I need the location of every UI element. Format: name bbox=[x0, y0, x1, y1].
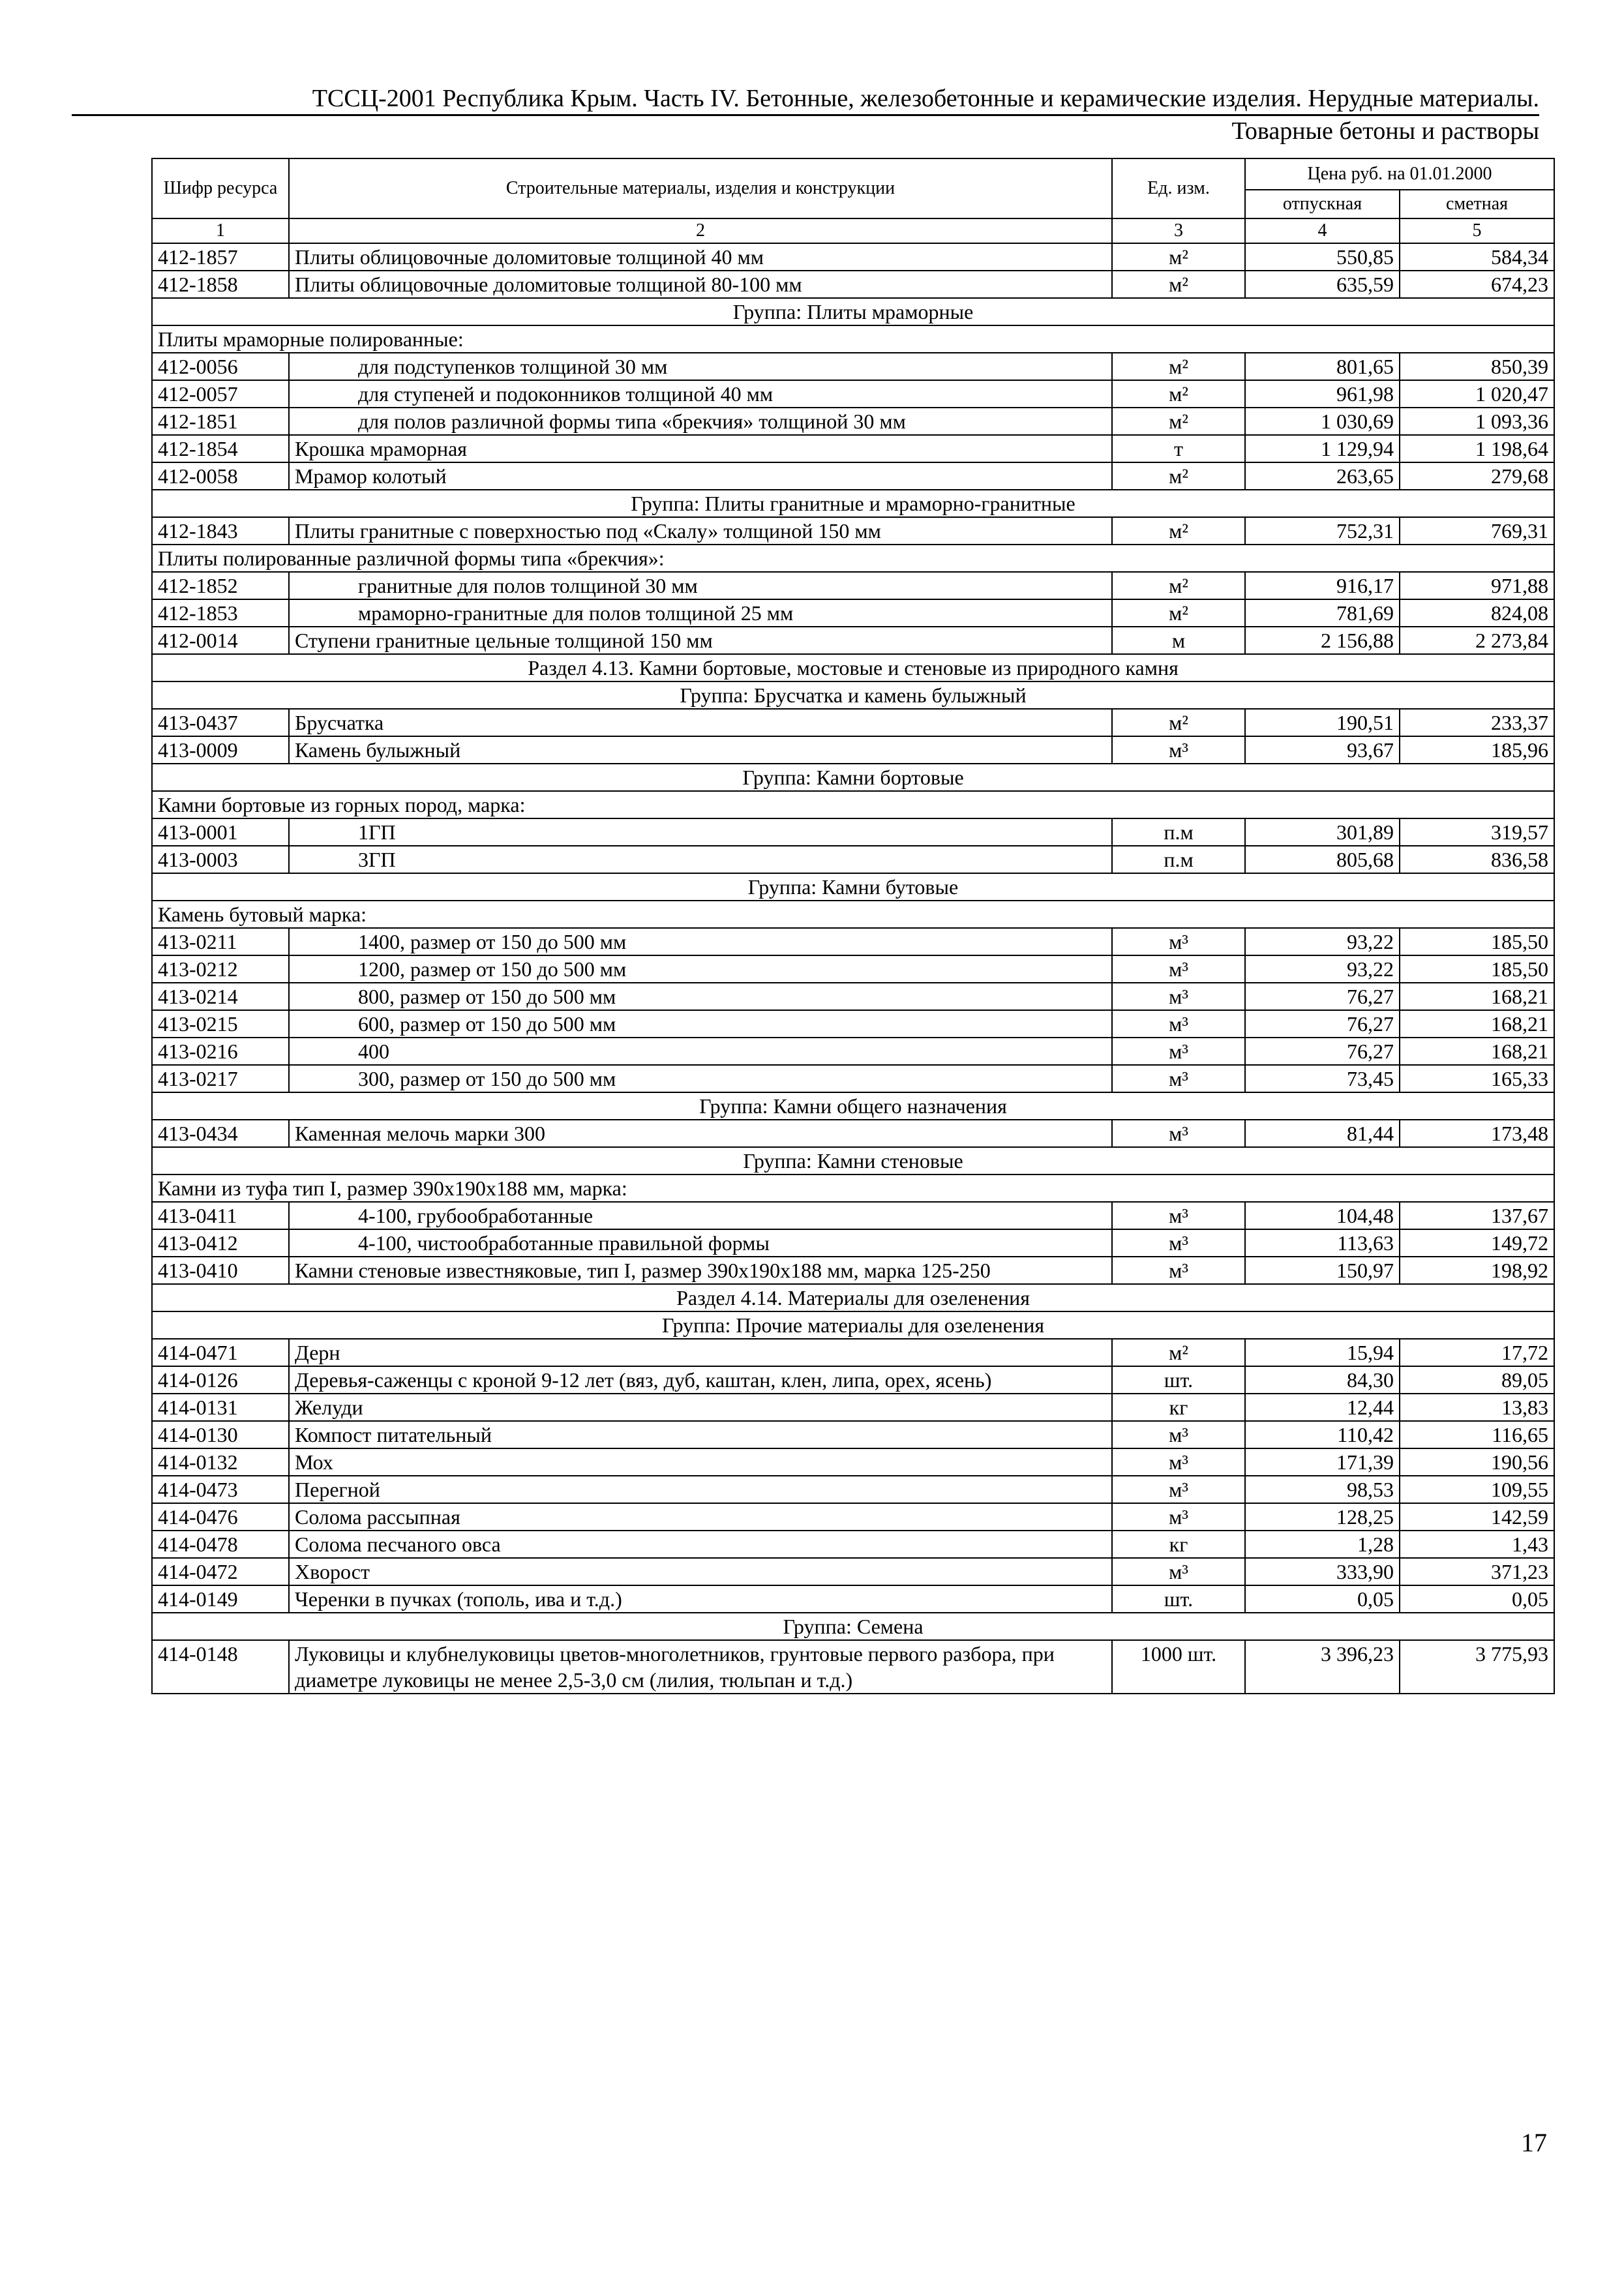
resource-code: 412-1858 bbox=[152, 271, 289, 298]
group-row bbox=[152, 764, 1554, 791]
resource-code: 413-0212 bbox=[152, 955, 289, 983]
header-title: ТССЦ-2001 Республика Крым. Часть IV. Бетонные, железобетонные и керамические изделия. Нерудные материалы. bbox=[312, 85, 1539, 112]
group-row bbox=[152, 490, 1554, 517]
material-name: 1400, размер от 150 до 500 мм bbox=[289, 928, 1112, 955]
unit-cell: м³ bbox=[1112, 928, 1245, 955]
header-subtitle: Товарные бетоны и растворы bbox=[1231, 117, 1539, 145]
resource-code: 414-0149 bbox=[152, 1585, 289, 1613]
release-price: 93,22 bbox=[1245, 928, 1400, 955]
material-name: Желуди bbox=[289, 1394, 1112, 1421]
unit-cell: м² bbox=[1112, 572, 1245, 599]
estimate-price: 173,48 bbox=[1400, 1120, 1554, 1147]
estimate-price: 3 775,93 bbox=[1400, 1640, 1554, 1694]
subheading-text: Камень бутовый марка: bbox=[152, 901, 1554, 928]
release-price: 1 129,94 bbox=[1245, 435, 1400, 462]
unit-cell: кг bbox=[1112, 1394, 1245, 1421]
table-header-row bbox=[152, 158, 1554, 190]
section-row bbox=[152, 1284, 1554, 1311]
release-price: 1 030,69 bbox=[1245, 408, 1400, 435]
estimate-price: 1 020,47 bbox=[1400, 380, 1554, 408]
release-price: 3 396,23 bbox=[1245, 1640, 1400, 1694]
unit-cell: м³ bbox=[1112, 1229, 1245, 1257]
release-price: 171,39 bbox=[1245, 1448, 1400, 1476]
estimate-price: 109,55 bbox=[1400, 1476, 1554, 1503]
estimate-price: 89,05 bbox=[1400, 1366, 1554, 1394]
estimate-price: 584,34 bbox=[1400, 243, 1554, 271]
estimate-price: 149,72 bbox=[1400, 1229, 1554, 1257]
subheading-row bbox=[152, 545, 1554, 572]
release-price: 961,98 bbox=[1245, 380, 1400, 408]
table-row bbox=[152, 1120, 1554, 1147]
estimate-price: 13,83 bbox=[1400, 1394, 1554, 1421]
resource-code: 412-1851 bbox=[152, 408, 289, 435]
unit-cell: м² bbox=[1112, 709, 1245, 736]
subheading-text: Камни бортовые из горных пород, марка: bbox=[152, 791, 1554, 818]
estimate-price: 836,58 bbox=[1400, 846, 1554, 873]
material-name: Черенки в пучках (тополь, ива и т.д.) bbox=[289, 1585, 1112, 1613]
table-row bbox=[152, 380, 1554, 408]
estimate-price: 168,21 bbox=[1400, 1010, 1554, 1038]
unit-cell: м² bbox=[1112, 462, 1245, 490]
resource-code: 414-0132 bbox=[152, 1448, 289, 1476]
release-price: 301,89 bbox=[1245, 818, 1400, 846]
table-row bbox=[152, 435, 1554, 462]
group-title: Группа: Брусчатка и камень булыжный bbox=[152, 681, 1554, 709]
estimate-price: 165,33 bbox=[1400, 1065, 1554, 1092]
estimate-price: 971,88 bbox=[1400, 572, 1554, 599]
unit-cell: м³ bbox=[1112, 1503, 1245, 1531]
material-name: 1ГП bbox=[289, 818, 1112, 846]
subheading-row bbox=[152, 791, 1554, 818]
unit-cell: кг bbox=[1112, 1531, 1245, 1558]
col-name-header: Строительные материалы, изделия и конструкции bbox=[289, 158, 1112, 218]
resource-code: 412-1857 bbox=[152, 243, 289, 271]
subheading-row bbox=[152, 325, 1554, 353]
release-price: 635,59 bbox=[1245, 271, 1400, 298]
resource-code: 412-1852 bbox=[152, 572, 289, 599]
page-header bbox=[312, 83, 1539, 147]
colnum-4: 4 bbox=[1245, 218, 1400, 243]
release-price: 110,42 bbox=[1245, 1421, 1400, 1448]
group-title: Группа: Плиты гранитные и мраморно-гранитные bbox=[152, 490, 1554, 517]
col-unit-header: Ед. изм. bbox=[1112, 158, 1245, 218]
table-row bbox=[152, 1394, 1554, 1421]
resource-code: 414-0148 bbox=[152, 1640, 289, 1694]
table-row bbox=[152, 599, 1554, 627]
material-name: Плиты гранитные с поверхностью под «Скалу» толщиной 150 мм bbox=[289, 517, 1112, 545]
unit-cell: м³ bbox=[1112, 1476, 1245, 1503]
release-price: 150,97 bbox=[1245, 1257, 1400, 1284]
table-row bbox=[152, 1421, 1554, 1448]
colnum-3: 3 bbox=[1112, 218, 1245, 243]
material-name: Брусчатка bbox=[289, 709, 1112, 736]
resource-code: 412-0014 bbox=[152, 627, 289, 654]
unit-cell: м² bbox=[1112, 1339, 1245, 1366]
estimate-price: 371,23 bbox=[1400, 1558, 1554, 1585]
column-numbers-row bbox=[152, 218, 1554, 243]
material-name: Компост питательный bbox=[289, 1421, 1112, 1448]
release-price: 76,27 bbox=[1245, 983, 1400, 1010]
estimate-price: 198,92 bbox=[1400, 1257, 1554, 1284]
group-row bbox=[152, 1147, 1554, 1174]
subheading-row bbox=[152, 1174, 1554, 1202]
release-price: 781,69 bbox=[1245, 599, 1400, 627]
resource-code: 414-0478 bbox=[152, 1531, 289, 1558]
col-estimate-header: сметная bbox=[1400, 190, 1554, 218]
table-row bbox=[152, 818, 1554, 846]
table-row bbox=[152, 1503, 1554, 1531]
unit-cell: м² bbox=[1112, 599, 1245, 627]
table-row bbox=[152, 1038, 1554, 1065]
group-row bbox=[152, 873, 1554, 901]
table-row bbox=[152, 1640, 1554, 1694]
colnum-2: 2 bbox=[289, 218, 1112, 243]
resource-code: 413-0214 bbox=[152, 983, 289, 1010]
table-row bbox=[152, 709, 1554, 736]
release-price: 2 156,88 bbox=[1245, 627, 1400, 654]
unit-cell: м³ bbox=[1112, 1558, 1245, 1585]
estimate-price: 185,96 bbox=[1400, 736, 1554, 764]
col-price-header: Цена руб. на 01.01.2000 bbox=[1245, 158, 1554, 190]
group-row bbox=[152, 1613, 1554, 1640]
estimate-price: 233,37 bbox=[1400, 709, 1554, 736]
material-name: для полов различной формы типа «брекчия» толщиной 30 мм bbox=[289, 408, 1112, 435]
table-row bbox=[152, 572, 1554, 599]
resource-code: 413-0001 bbox=[152, 818, 289, 846]
estimate-price: 142,59 bbox=[1400, 1503, 1554, 1531]
resource-code: 413-0003 bbox=[152, 846, 289, 873]
release-price: 0,05 bbox=[1245, 1585, 1400, 1613]
resource-code: 413-0412 bbox=[152, 1229, 289, 1257]
release-price: 263,65 bbox=[1245, 462, 1400, 490]
unit-cell: м bbox=[1112, 627, 1245, 654]
material-name: Крошка мраморная bbox=[289, 435, 1112, 462]
table-row bbox=[152, 1065, 1554, 1092]
estimate-price: 137,67 bbox=[1400, 1202, 1554, 1229]
table-row bbox=[152, 1476, 1554, 1503]
group-title: Группа: Плиты мраморные bbox=[152, 298, 1554, 325]
section-row bbox=[152, 654, 1554, 681]
release-price: 98,53 bbox=[1245, 1476, 1400, 1503]
group-title: Группа: Камни стеновые bbox=[152, 1147, 1554, 1174]
unit-cell: п.м bbox=[1112, 846, 1245, 873]
resource-code: 414-0476 bbox=[152, 1503, 289, 1531]
estimate-price: 17,72 bbox=[1400, 1339, 1554, 1366]
material-name: Перегной bbox=[289, 1476, 1112, 1503]
unit-cell: м³ bbox=[1112, 1202, 1245, 1229]
estimate-price: 190,56 bbox=[1400, 1448, 1554, 1476]
table-row bbox=[152, 408, 1554, 435]
section-title: Раздел 4.14. Материалы для озеленения bbox=[152, 1284, 1554, 1311]
material-name: 800, размер от 150 до 500 мм bbox=[289, 983, 1112, 1010]
release-price: 550,85 bbox=[1245, 243, 1400, 271]
group-row bbox=[152, 1311, 1554, 1339]
estimate-price: 185,50 bbox=[1400, 955, 1554, 983]
release-price: 12,44 bbox=[1245, 1394, 1400, 1421]
unit-cell: м³ bbox=[1112, 736, 1245, 764]
release-price: 113,63 bbox=[1245, 1229, 1400, 1257]
unit-cell: м³ bbox=[1112, 1065, 1245, 1092]
resource-code: 414-0472 bbox=[152, 1558, 289, 1585]
release-price: 333,90 bbox=[1245, 1558, 1400, 1585]
subheading-text: Плиты полированные различной формы типа «брекчия»: bbox=[152, 545, 1554, 572]
resource-code: 412-1853 bbox=[152, 599, 289, 627]
table-row bbox=[152, 1585, 1554, 1613]
material-name: Плиты облицовочные доломитовые толщиной 40 мм bbox=[289, 243, 1112, 271]
col-code-header: Шифр ресурса bbox=[152, 158, 289, 218]
resource-code: 412-0057 bbox=[152, 380, 289, 408]
material-name: Каменная мелочь марки 300 bbox=[289, 1120, 1112, 1147]
release-price: 81,44 bbox=[1245, 1120, 1400, 1147]
table-row bbox=[152, 1010, 1554, 1038]
section-title: Раздел 4.13. Камни бортовые, мостовые и стеновые из природного камня bbox=[152, 654, 1554, 681]
material-name: 4-100, грубообработанные bbox=[289, 1202, 1112, 1229]
release-price: 805,68 bbox=[1245, 846, 1400, 873]
material-name: Луковицы и клубнелуковицы цветов-многолетников, грунтовые первого разбора, при диаметре луковицы не менее 2,5-3,0 см (лилия, тюльпан и т.д.) bbox=[289, 1640, 1112, 1694]
unit-cell: м² bbox=[1112, 380, 1245, 408]
price-table bbox=[151, 158, 1555, 1694]
estimate-price: 185,50 bbox=[1400, 928, 1554, 955]
resource-code: 413-0009 bbox=[152, 736, 289, 764]
page-number: 17 bbox=[1521, 2128, 1547, 2157]
header-rule bbox=[72, 114, 1539, 116]
material-name: Солома песчаного овса bbox=[289, 1531, 1112, 1558]
unit-cell: м² bbox=[1112, 408, 1245, 435]
group-title: Группа: Камни бортовые bbox=[152, 764, 1554, 791]
material-name: Камни стеновые известняковые, тип I, размер 390x190x188 мм, марка 125-250 bbox=[289, 1257, 1112, 1284]
estimate-price: 769,31 bbox=[1400, 517, 1554, 545]
release-price: 190,51 bbox=[1245, 709, 1400, 736]
resource-code: 412-1854 bbox=[152, 435, 289, 462]
table-row bbox=[152, 462, 1554, 490]
resource-code: 413-0211 bbox=[152, 928, 289, 955]
colnum-5: 5 bbox=[1400, 218, 1554, 243]
col-release-header: отпускная bbox=[1245, 190, 1400, 218]
group-title: Группа: Камни общего назначения bbox=[152, 1092, 1554, 1120]
resource-code: 413-0437 bbox=[152, 709, 289, 736]
table-row bbox=[152, 243, 1554, 271]
material-name: Дерн bbox=[289, 1339, 1112, 1366]
resource-code: 413-0216 bbox=[152, 1038, 289, 1065]
resource-code: 414-0471 bbox=[152, 1339, 289, 1366]
group-row bbox=[152, 1092, 1554, 1120]
resource-code: 414-0131 bbox=[152, 1394, 289, 1421]
material-name: 400 bbox=[289, 1038, 1112, 1065]
unit-cell: м³ bbox=[1112, 1038, 1245, 1065]
table-row bbox=[152, 1366, 1554, 1394]
material-name: 300, размер от 150 до 500 мм bbox=[289, 1065, 1112, 1092]
unit-cell: м³ bbox=[1112, 983, 1245, 1010]
estimate-price: 824,08 bbox=[1400, 599, 1554, 627]
release-price: 76,27 bbox=[1245, 1038, 1400, 1065]
resource-code: 413-0411 bbox=[152, 1202, 289, 1229]
material-name: 4-100, чистообработанные правильной формы bbox=[289, 1229, 1112, 1257]
subheading-row bbox=[152, 901, 1554, 928]
estimate-price: 279,68 bbox=[1400, 462, 1554, 490]
unit-cell: м³ bbox=[1112, 1120, 1245, 1147]
material-name: Хворост bbox=[289, 1558, 1112, 1585]
unit-cell: м³ bbox=[1112, 1257, 1245, 1284]
unit-cell: м² bbox=[1112, 353, 1245, 380]
resource-code: 413-0410 bbox=[152, 1257, 289, 1284]
release-price: 1,28 bbox=[1245, 1531, 1400, 1558]
table-row bbox=[152, 1257, 1554, 1284]
table-row bbox=[152, 928, 1554, 955]
group-title: Группа: Камни бутовые bbox=[152, 873, 1554, 901]
subheading-text: Камни из туфа тип I, размер 390x190x188 мм, марка: bbox=[152, 1174, 1554, 1202]
material-name: Мох bbox=[289, 1448, 1112, 1476]
unit-cell: м² bbox=[1112, 243, 1245, 271]
resource-code: 412-0056 bbox=[152, 353, 289, 380]
resource-code: 413-0434 bbox=[152, 1120, 289, 1147]
table-row bbox=[152, 846, 1554, 873]
estimate-price: 2 273,84 bbox=[1400, 627, 1554, 654]
release-price: 128,25 bbox=[1245, 1503, 1400, 1531]
group-title: Группа: Семена bbox=[152, 1613, 1554, 1640]
unit-cell: 1000 шт. bbox=[1112, 1640, 1245, 1694]
resource-code: 413-0215 bbox=[152, 1010, 289, 1038]
release-price: 76,27 bbox=[1245, 1010, 1400, 1038]
resource-code: 412-0058 bbox=[152, 462, 289, 490]
table-row bbox=[152, 627, 1554, 654]
table-row bbox=[152, 517, 1554, 545]
material-name: Камень булыжный bbox=[289, 736, 1112, 764]
resource-code: 413-0217 bbox=[152, 1065, 289, 1092]
estimate-price: 1,43 bbox=[1400, 1531, 1554, 1558]
unit-cell: м³ bbox=[1112, 1010, 1245, 1038]
colnum-1: 1 bbox=[152, 218, 289, 243]
release-price: 93,67 bbox=[1245, 736, 1400, 764]
material-name: 3ГП bbox=[289, 846, 1112, 873]
unit-cell: м³ bbox=[1112, 1448, 1245, 1476]
unit-cell: м² bbox=[1112, 517, 1245, 545]
unit-cell: т bbox=[1112, 435, 1245, 462]
table-row bbox=[152, 1339, 1554, 1366]
table-body bbox=[152, 243, 1554, 1694]
release-price: 916,17 bbox=[1245, 572, 1400, 599]
unit-cell: м³ bbox=[1112, 955, 1245, 983]
material-name: Ступени гранитные цельные толщиной 150 мм bbox=[289, 627, 1112, 654]
release-price: 752,31 bbox=[1245, 517, 1400, 545]
unit-cell: п.м bbox=[1112, 818, 1245, 846]
release-price: 104,48 bbox=[1245, 1202, 1400, 1229]
resource-code: 412-1843 bbox=[152, 517, 289, 545]
material-name: 1200, размер от 150 до 500 мм bbox=[289, 955, 1112, 983]
unit-cell: шт. bbox=[1112, 1366, 1245, 1394]
unit-cell: шт. bbox=[1112, 1585, 1245, 1613]
estimate-price: 319,57 bbox=[1400, 818, 1554, 846]
table-row bbox=[152, 1229, 1554, 1257]
table-row bbox=[152, 1558, 1554, 1585]
material-name: мраморно-гранитные для полов толщиной 25 мм bbox=[289, 599, 1112, 627]
table-row bbox=[152, 983, 1554, 1010]
unit-cell: м² bbox=[1112, 271, 1245, 298]
group-title: Группа: Прочие материалы для озеленения bbox=[152, 1311, 1554, 1339]
resource-code: 414-0126 bbox=[152, 1366, 289, 1394]
table-row bbox=[152, 736, 1554, 764]
release-price: 73,45 bbox=[1245, 1065, 1400, 1092]
material-name: гранитные для полов толщиной 30 мм bbox=[289, 572, 1112, 599]
material-name: для ступеней и подоконников толщиной 40 мм bbox=[289, 380, 1112, 408]
unit-cell: м³ bbox=[1112, 1421, 1245, 1448]
material-name: 600, размер от 150 до 500 мм bbox=[289, 1010, 1112, 1038]
material-name: Солома рассыпная bbox=[289, 1503, 1112, 1531]
resource-code: 414-0473 bbox=[152, 1476, 289, 1503]
estimate-price: 0,05 bbox=[1400, 1585, 1554, 1613]
estimate-price: 850,39 bbox=[1400, 353, 1554, 380]
resource-code: 414-0130 bbox=[152, 1421, 289, 1448]
table-row bbox=[152, 1531, 1554, 1558]
table-row bbox=[152, 353, 1554, 380]
estimate-price: 168,21 bbox=[1400, 1038, 1554, 1065]
subheading-text: Плиты мраморные полированные: bbox=[152, 325, 1554, 353]
release-price: 801,65 bbox=[1245, 353, 1400, 380]
release-price: 15,94 bbox=[1245, 1339, 1400, 1366]
group-row bbox=[152, 298, 1554, 325]
table-row bbox=[152, 271, 1554, 298]
material-name: Мрамор колотый bbox=[289, 462, 1112, 490]
estimate-price: 1 093,36 bbox=[1400, 408, 1554, 435]
group-row bbox=[152, 681, 1554, 709]
material-name: Деревья-саженцы с кроной 9-12 лет (вяз, дуб, каштан, клен, липа, орех, ясень) bbox=[289, 1366, 1112, 1394]
table-row bbox=[152, 1448, 1554, 1476]
table-row bbox=[152, 1202, 1554, 1229]
estimate-price: 168,21 bbox=[1400, 983, 1554, 1010]
estimate-price: 674,23 bbox=[1400, 271, 1554, 298]
material-name: для подступенков толщиной 30 мм bbox=[289, 353, 1112, 380]
table-row bbox=[152, 955, 1554, 983]
estimate-price: 1 198,64 bbox=[1400, 435, 1554, 462]
estimate-price: 116,65 bbox=[1400, 1421, 1554, 1448]
release-price: 93,22 bbox=[1245, 955, 1400, 983]
release-price: 84,30 bbox=[1245, 1366, 1400, 1394]
material-name: Плиты облицовочные доломитовые толщиной 80-100 мм bbox=[289, 271, 1112, 298]
